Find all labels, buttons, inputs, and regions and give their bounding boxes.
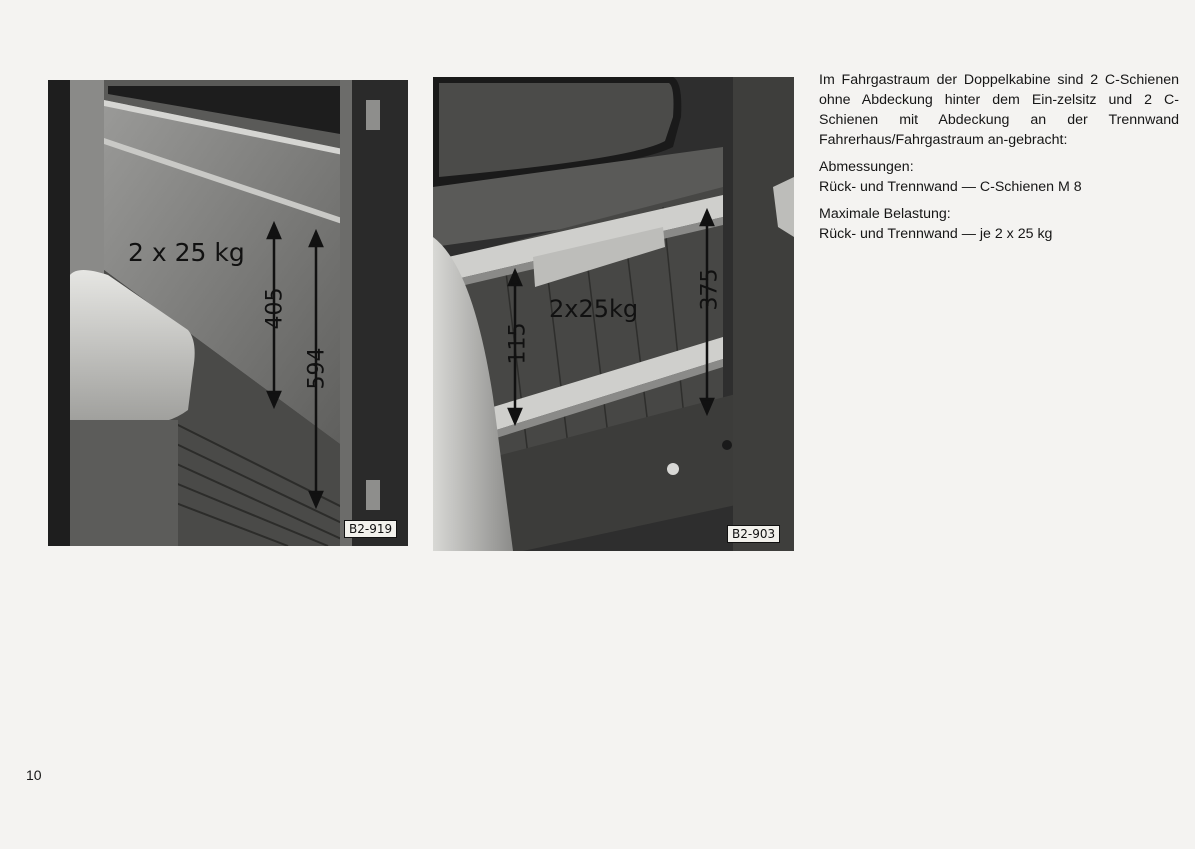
load-label: 2x25kg	[549, 295, 639, 323]
figure-code-badge: B2-919	[344, 520, 397, 538]
load-section	[819, 204, 1179, 244]
photo-rear-wall-illustration	[48, 80, 408, 546]
dimensions-value: Rück- und Trennwand — C-Schienen M 8	[819, 179, 1082, 195]
load-label: 2 x 25 kg	[128, 238, 245, 267]
dimension-label: 375	[697, 268, 723, 311]
photo-partition-wall	[433, 77, 794, 551]
intro-paragraph: Im Fahrgastraum der Doppelkabine sind 2 C-Schienen ohne Abdeckung hinter dem Ein-zelsitz und 2 C-Schienen mit Abdeckung an der Trennwand Fahrerhaus/Fahrgastraum an-gebracht:	[819, 72, 1179, 148]
load-value: Rück- und Trennwand — je 2 x 25 kg	[819, 226, 1053, 242]
dimensions-section	[819, 157, 1179, 197]
dimensions-heading: Abmessungen:	[819, 159, 914, 175]
load-heading: Maximale Belastung:	[819, 206, 951, 222]
page-number: 10	[26, 767, 42, 783]
dimension-label: 115	[505, 322, 531, 365]
dimension-label: 405	[262, 287, 288, 330]
description-text	[819, 70, 1179, 251]
dimension-label: 594	[304, 347, 330, 390]
photo-rear-wall	[48, 80, 408, 546]
figure-code-badge: B2-903	[727, 525, 780, 543]
